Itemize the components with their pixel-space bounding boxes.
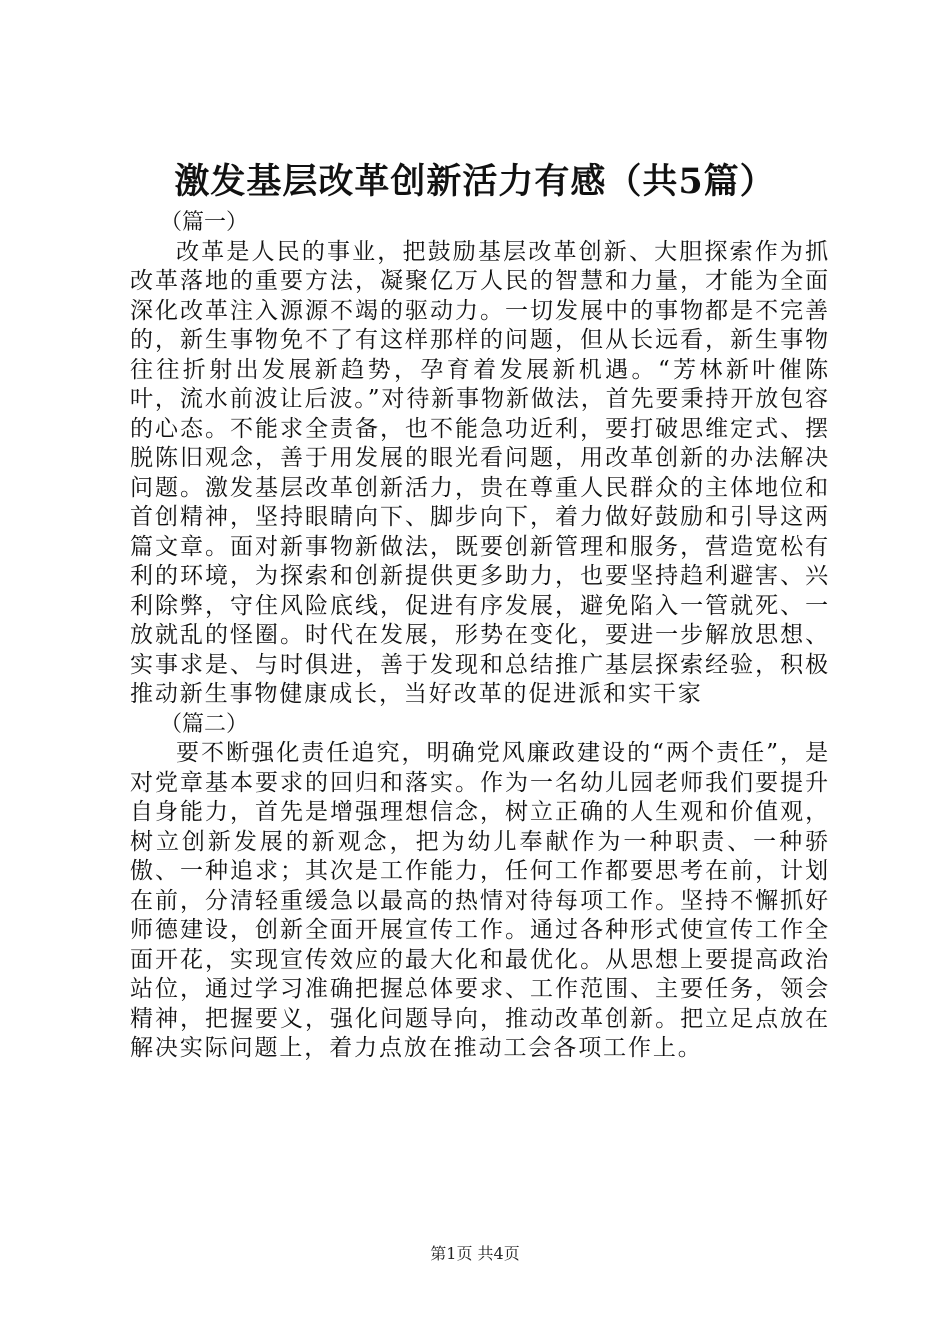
section-heading: （篇一） [160,210,249,235]
section-1 [130,208,830,710]
section-paragraph: 改革是人民的事业，把鼓励基层改革创新、大胆探索作为抓改革落地的重要方法，凝聚亿万人民的智慧和力量，才能为全面深化改革注入源源不竭的驱动力。一切发展中的事物都是不完善的，新生事物免不了有这样那样的问题，但从长远看，新生事物往往折射出发展新趋势，孕育着发展新机遇。“芳林新叶催陈叶，流水前波让后波。”对待新事物新做法，首先要秉持开放包容的心态。不能求全责备，也不能急功近利，要打破思维定式、摆脱陈旧观念，善于用发展的眼光看问题，用改革创新的办法解决问题。激发基层改革创新活力，贵在尊重人民群众的主体地位和首创精神，坚持眼睛向下、脚步向下，着力做好鼓励和引导这两篇文章。面对新事物新做法，既要创新管理和服务，营造宽松有利的环境，为探索和创新提供更多助力，也要坚持趋利避害、兴利除弊，守住风险底线，促进有序发展，避免陷入一管就死、一放就乱的怪圈。时代在发展，形势在变化，要进一步解放思想、实事求是、与时俱进，善于发现和总结推广基层探索经验，积极推动新生事物健康成长，当好改革的促进派和实干家 [130,238,830,707]
section-heading: （篇二） [160,711,249,737]
page-number-footer: 第1页 共4页 [430,1244,520,1263]
section-paragraph: 要不断强化责任追究，明确党风廉政建设的“两个责任”，是对党章基本要求的回归和落实。作为一名幼儿园老师我们要提升自身能力，首先是增强理想信念，树立正确的人生观和价值观，树立创新发展的新观念，把为幼儿奉献作为一种职责、一种骄傲、一种追求；其次是工作能力，任何工作都要思考在前，计划在前，分清轻重缓急以最高的热情对待每项工作。坚持不懈抓好师德建设，创新全面开展宣传工作。通过各种形式使宣传工作全面开花，实现宣传效应的最大化和最优化。从思想上要提高政治站位，通过学习准确把握总体要求、工作范围、主要任务，领会精神，把握要义，强化问题导向，推动改革创新。把立足点放在解决实际问题上，着力点放在推动工会各项工作上。 [130,740,830,1061]
document-body [130,208,830,1064]
document-title: 激发基层改革创新活力有感（共5篇） [174,161,776,202]
section-2 [130,710,830,1064]
